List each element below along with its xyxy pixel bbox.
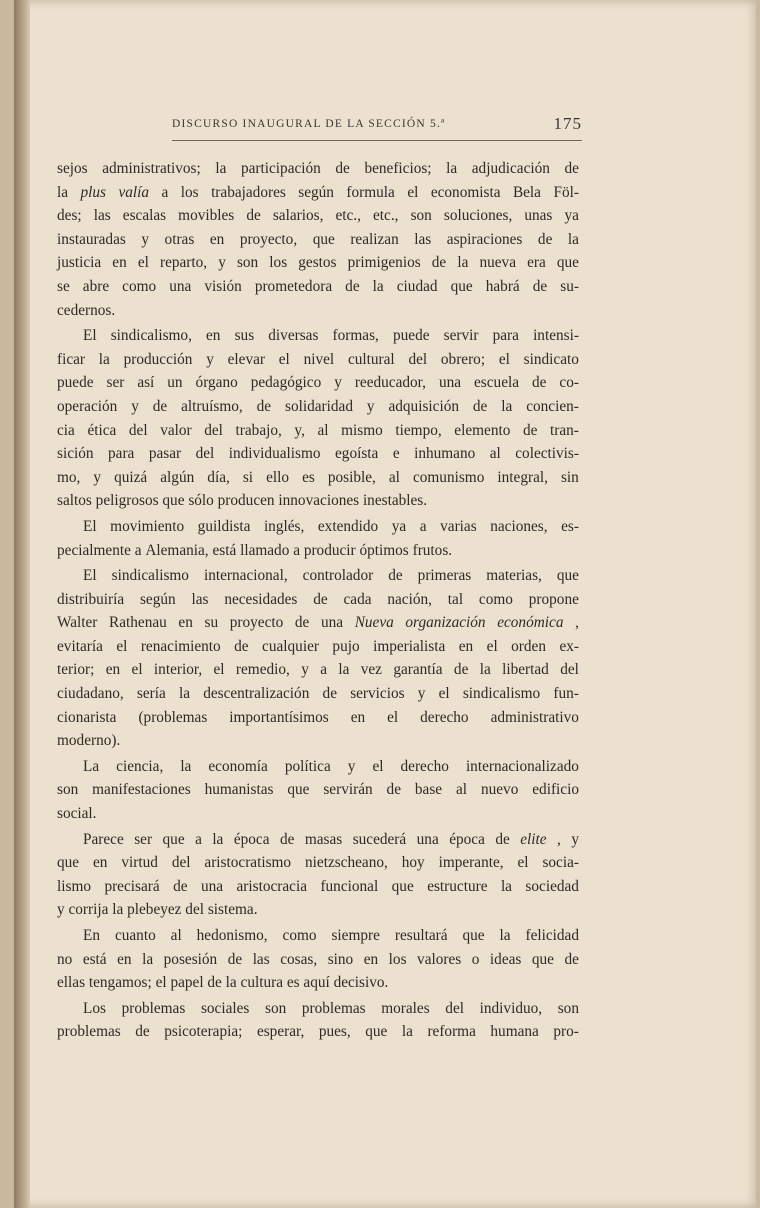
text-line: ciudadano, sería la descentralización de servicios y el sindicalismo fun- <box>57 685 579 703</box>
text-line: Walter Rathenau en su proyecto de una Nueva organización económica , <box>57 614 579 632</box>
text-line: problemas de psicoterapia; esperar, pues, que la reforma humana pro- <box>57 1023 579 1041</box>
paragraph <box>57 755 579 826</box>
text-line: operación y de altruísmo, de solidaridad y adquisición de la concien- <box>57 397 579 415</box>
paragraph <box>57 828 579 922</box>
text-line: El sindicalismo, en sus diversas formas, puede servir para intensi- <box>83 327 579 345</box>
text-line: des; las escalas movibles de salarios, etc., etc., son soluciones, unas ya <box>57 207 579 225</box>
text-line: sejos administrativos; la participación de beneficios; la adjudicación de <box>57 160 579 177</box>
text-line: terior; en el interior, el remedio, y a la vez garantía de la libertad del <box>57 661 579 679</box>
text-line: puede ser así un órgano pedagógico y reeducador, una escuela de co- <box>57 374 579 392</box>
text-line: evitaría el renacimiento de cualquier pujo imperialista en el orden ex- <box>57 637 579 655</box>
paragraph <box>57 997 579 1044</box>
page-header <box>172 116 582 141</box>
text-line: y corrija la plebeyez del sistema. <box>57 901 258 919</box>
text-line: moderno). <box>57 732 121 750</box>
paragraph <box>57 564 579 753</box>
text-line: cedernos. <box>57 301 116 319</box>
text-line: no está en la posesión de las cosas, sino en los valores o ideas que de <box>57 950 579 968</box>
text-line: Parece ser que a la época de masas sucederá una época de elite , y <box>83 830 579 848</box>
text-line: ficar la producción y elevar el nivel cultural del obrero; el sindicato <box>57 350 579 368</box>
text-line: instauradas y otras en proyecto, que realizan las aspiraciones de la <box>57 230 579 248</box>
text-line: mo, y quizá algún día, si ello es posible, al comunismo integral, sin <box>57 468 579 486</box>
text-line: pecialmente a Alemania, está llamado a producir óptimos frutos. <box>57 541 453 559</box>
paragraph <box>57 157 579 322</box>
text-line: la plus valía a los trabajadores según formula el economista Bela Föl- <box>57 183 579 201</box>
text-line: El sindicalismo internacional, controlador de primeras materias, que <box>83 567 579 585</box>
text-line: se abre como una visión prometedora de la ciudad que habrá de su- <box>57 277 579 295</box>
text-line: son manifestaciones humanistas que servirán de base al nuevo edificio <box>57 781 579 799</box>
text-line: cia ética del valor del trabajo, y, al mismo tiempo, elemento de tran- <box>57 421 579 439</box>
text-line: La ciencia, la economía política y el derecho internacionalizado <box>83 757 579 775</box>
text-line: En cuanto al hedonismo, como siempre resultará que la felicidad <box>83 927 579 944</box>
paragraph <box>57 324 579 513</box>
text-line: que en virtud del aristocratismo nietzscheano, hoy imperante, el socia- <box>57 854 579 872</box>
text-line: Los problemas sociales son problemas morales del individuo, son <box>83 999 579 1017</box>
page-gutter <box>14 0 30 1208</box>
book-page <box>14 0 756 1208</box>
text-line: distribuiría según las necesidades de cada nación, tal como propone <box>57 590 579 608</box>
text-line: El movimiento guildista inglés, extendido ya a varias naciones, es- <box>83 517 579 535</box>
page-number: 175 <box>553 114 582 133</box>
text-line: cionarista (problemas importantísimos en el derecho administrativo <box>57 708 579 726</box>
text-line: lismo precisará de una aristocracia funcional que estructure la sociedad <box>57 877 579 895</box>
text-line: ellas tengamos; el papel de la cultura es aquí decisivo. <box>57 974 389 992</box>
text-line: justicia en el reparto, y son los gestos primigenios de la nueva era que <box>57 254 579 272</box>
paragraph <box>57 924 579 995</box>
paragraph <box>57 515 579 562</box>
text-line: sición para pasar del individualismo egoísta e inhumano al colectivis- <box>57 445 579 463</box>
text-line: saltos peligrosos que sólo producen innovaciones inestables. <box>57 492 428 510</box>
text-line: social. <box>57 805 97 823</box>
running-head: DISCURSO INAUGURAL DE LA SECCIÓN 5.ª <box>172 118 446 130</box>
body-text <box>57 157 579 1044</box>
